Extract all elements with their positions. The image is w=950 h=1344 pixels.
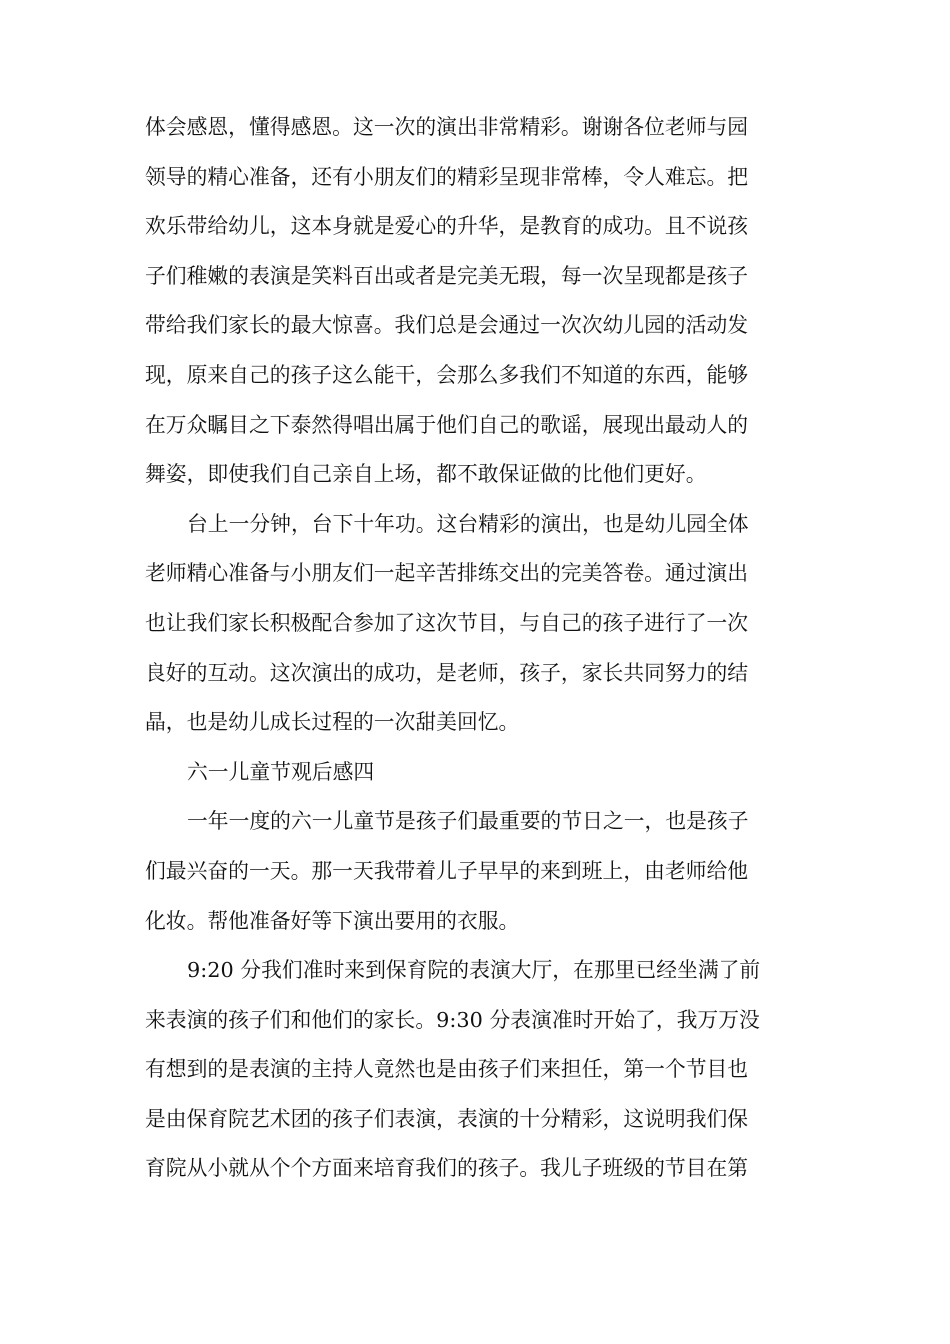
- text-line: 也让我们家长积极配合参加了这次节目，与自己的孩子进行了一次: [145, 610, 749, 635]
- text-line: 化妆。帮他准备好等下演出要用的衣服。: [145, 908, 520, 933]
- text-line: 老师精心准备与小朋友们一起辛苦排练交出的完美答卷。通过演出: [145, 561, 749, 586]
- text-line: 在万众瞩目之下泰然得唱出属于他们自己的歌谣，展现出最动人的: [145, 412, 749, 437]
- paragraph-start-line: 一年一度的六一儿童节是孩子们最重要的节日之一，也是孩子: [187, 809, 749, 834]
- text-line: 们最兴奋的一天。那一天我带着儿子早早的来到班上，由老师给他: [145, 858, 749, 883]
- paragraph-start-line: 台上一分钟，台下十年功。这台精彩的演出，也是幼儿园全体: [187, 511, 749, 536]
- text-line: 体会感恩，懂得感恩。这一次的演出非常精彩。谢谢各位老师与园: [145, 115, 749, 139]
- text-line: 晶，也是幼儿成长过程的一次甜美回忆。: [145, 710, 520, 735]
- text-line: 现，原来自己的孩子这么能干，会那么多我们不知道的东西，能够: [145, 362, 749, 387]
- text-line: 舞姿，即使我们自己亲自上场，都不敢保证做的比他们更好。: [145, 462, 707, 487]
- paragraph-start-line: 9:20 分我们准时来到保育院的表演大厅，在那里已经坐满了前: [187, 958, 761, 983]
- text-line: 是由保育院艺术团的孩子们表演，表演的十分精彩，这说明我们保: [145, 1106, 749, 1131]
- text-line: 欢乐带给幼儿，这本身就是爱心的升华，是教育的成功。且不说孩: [145, 214, 749, 239]
- text-line: 子们稚嫩的表演是笑料百出或者是完美无瑕，每一次呈现都是孩子: [145, 263, 749, 288]
- section-heading: 六一儿童节观后感四: [187, 759, 375, 784]
- text-line: 来表演的孩子们和他们的家长。9:30 分表演准时开始了，我万万没: [145, 1007, 760, 1032]
- text-line: 带给我们家长的最大惊喜。我们总是会通过一次次幼儿园的活动发: [145, 313, 749, 338]
- text-line: 领导的精心准备，还有小朋友们的精彩呈现非常棒，令人难忘。把: [145, 164, 749, 189]
- text-line: 良好的互动。这次演出的成功，是老师，孩子，家长共同努力的结: [145, 660, 749, 685]
- body-text: [145, 103, 807, 1194]
- text-line: 育院从小就从个个方面来培育我们的孩子。我儿子班级的节目在第: [145, 1156, 749, 1181]
- text-line: 有想到的是表演的主持人竟然也是由孩子们来担任，第一个节目也: [145, 1057, 749, 1082]
